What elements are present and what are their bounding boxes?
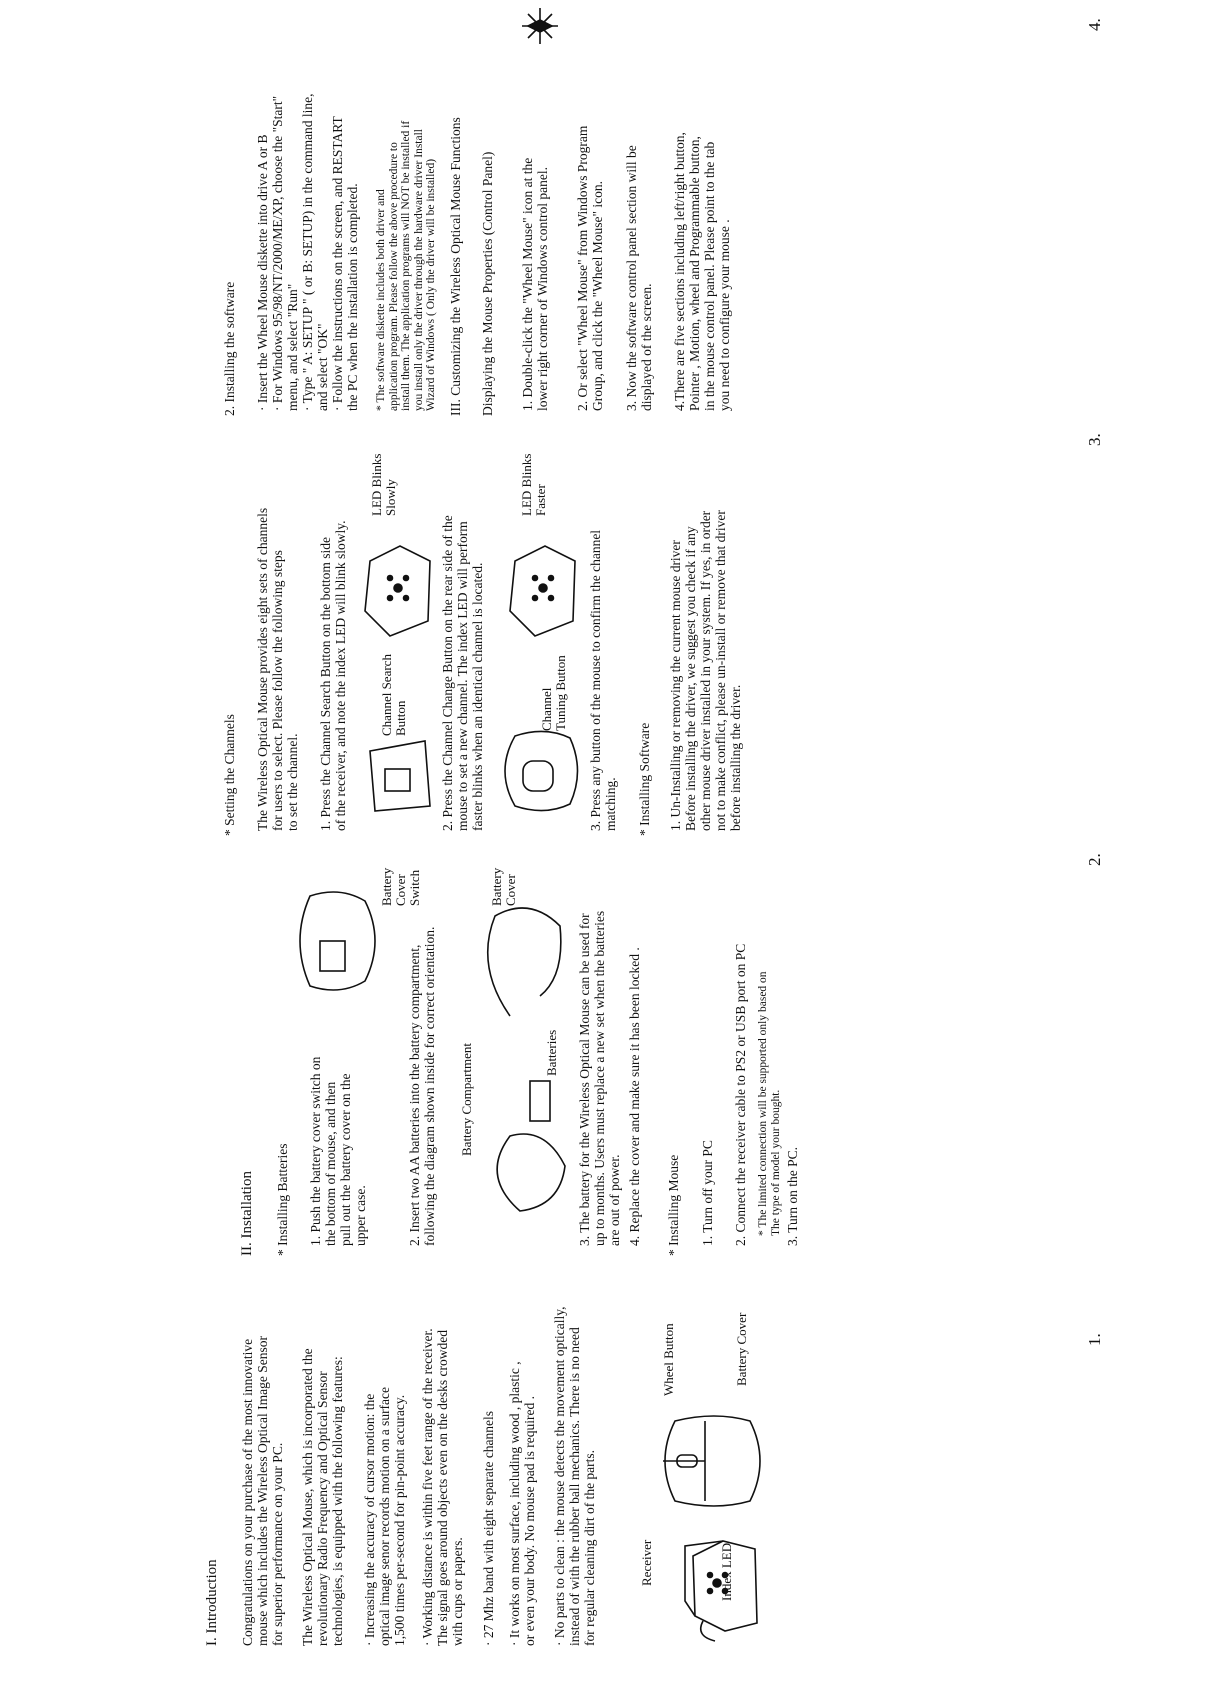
- installing-batteries-subheading: * Installing Batteries: [275, 1143, 290, 1256]
- feature-bullet-5: · No parts to clean : the mouse detects the movement optically, instead of with the rubber ball mechanics. There is no need for regular cleaning dirt of the parts.: [552, 1306, 597, 1646]
- label-battery-cover-switch: Battery Cover Switch: [379, 867, 422, 906]
- channel-step-3: 3. Press any button of the mouse to confirm the channel matching.: [588, 529, 618, 831]
- page-3: [0, 426, 1215, 846]
- label-receiver: Receiver: [639, 1539, 654, 1586]
- installing-mouse-subheading: * Installing Mouse: [666, 1154, 681, 1256]
- setting-channels-intro: The Wireless Optical Mouse provides eight sets of channels for users to select. Please follow the following steps to set the channel.: [255, 507, 300, 831]
- label-battery-cover: Battery Cover: [734, 1312, 749, 1386]
- mouse-step-3: 3. Turn on the PC.: [785, 1146, 800, 1246]
- mouse-bottom-illustration: [290, 886, 380, 996]
- mouse-step-note: * The limited connection will be supported only based on The type of model your bought.: [757, 971, 782, 1236]
- mouse-properties-subheading: Displaying the Mouse Properties (Control Panel): [480, 151, 495, 416]
- label-channel-tuning-button: Channel Tuning Button: [539, 655, 568, 731]
- feature-bullet-1: · Increasing the accuracy of cursor motion: the optical image senor records motion on a surface 1,500 times per-second for pin-point accuracy.: [362, 1386, 407, 1646]
- label-battery-compartment: Battery Compartment: [459, 1042, 474, 1156]
- page-1: [0, 1266, 1215, 1686]
- label-index-led: Index LED: [719, 1542, 734, 1601]
- page-number-1: 1.: [1085, 1333, 1104, 1346]
- channel-step-2: 2. Press the Channel Change Button on the rear side of the mouse to set a new channel. The index LED will perform faster blinks when an identical channel is located.: [440, 515, 485, 831]
- control-panel-step-4: 4.There are five sections including left/right button, Pointer , Motion, wheel and Programmable button, in the mouse control panel. Please point to the tab you need to configure your mouse .: [672, 132, 732, 411]
- battery-step-1: 1. Push the battery cover switch on the bottom of mouse, and then pull out the battery cover on the upper case.: [308, 1056, 368, 1246]
- mouse-step-1: 1. Turn off your PC: [700, 1140, 715, 1246]
- control-panel-step-1: 1. Double-click the "Wheel Mouse" icon at the lower right corner of Windows control panel.: [520, 157, 550, 411]
- battery-step-3: 3. The battery for the Wireless Optical Mouse can be used for up to months. Users must replace a new set when the batteries are out of power.: [577, 910, 622, 1246]
- control-panel-step-3: 3. Now the software control panel section will be displayed of the screen.: [624, 145, 654, 411]
- label-led-blinks-slowly: LED Blinks Slowly: [369, 453, 398, 516]
- intro-paragraph-2: The Wireless Optical Mouse, which is incorporated the revolutionary Radio Frequency and Optical Sensor technologies, is equipped with the following features:: [300, 1348, 345, 1646]
- page-2: [0, 846, 1215, 1266]
- page-number-2: 2.: [1085, 853, 1104, 866]
- software-step-1: 1. Un-Installing or removing the current mouse driver Before installing the driver, we suggest you check if any other mouse driver installed in your system. If yes, in order not to make conflict, please un-install or remove that driver before installing the driver.: [668, 510, 743, 831]
- feature-bullet-3: · 27 Mhz band with eight separate channels: [481, 1410, 496, 1646]
- install-software-steps: · Insert the Wheel Mouse diskette into drive A or B · For Windows 95/98/NT/2000/ME/XP, choose the "Start" menu, and select "Run" · Type " A: SETUP " ( or B: SETUP) in the command line, and select "OK" · Follow the instructions on the screen, and RESTART the PC when the installation is completed.: [255, 93, 360, 411]
- software-diskette-note: * The software diskette includes both driver and application program. Please follow the above procedure to install them. The application programs will NOT be installed if you install only the driver through the hardware driver Install Wizard of Windows ( Only the driver will be installed): [375, 120, 437, 411]
- feature-bullet-4: · It works on most surface, including wood , plastic , or even your body. No mouse pad is required .: [507, 1361, 537, 1646]
- label-batteries: Batteries: [544, 1029, 559, 1076]
- installing-software-heading: 2. Installing the software: [222, 281, 237, 416]
- label-led-blinks-faster: LED Blinks Faster: [519, 453, 548, 516]
- control-panel-step-2: 2. Or select "Wheel Mouse" from Windows Program Group, and click the "Wheel Mouse" icon.: [575, 125, 605, 411]
- page-number-3: 3.: [1085, 433, 1104, 446]
- label-battery-cover-2: Battery Cover: [489, 867, 518, 906]
- battery-step-4: 4. Replace the cover and make sure it has been locked .: [627, 947, 642, 1246]
- installing-software-subheading: * Installing Software: [637, 722, 652, 836]
- mouse-top-illustration: [655, 1391, 775, 1511]
- setting-channels-heading: * Setting the Channels: [222, 714, 237, 836]
- mouse-step-2: 2. Connect the receiver cable to PS2 or USB port on PC: [733, 943, 748, 1246]
- page-4: [0, 0, 1215, 426]
- feature-bullet-2: · Working distance is within five feet range of the receiver. The signal goes around objects even on the desks crowded with cups or papers.: [420, 1328, 465, 1646]
- intro-heading: I. Introduction: [204, 1559, 220, 1646]
- channel-step-1: 1. Press the Channel Search Button on the bottom side of the receiver, and note the index LED will blink slowly.: [318, 520, 348, 831]
- label-wheel-button: Wheel Button: [661, 1323, 676, 1396]
- battery-step-2: 2. Insert two AA batteries into the battery compartment, following the diagram shown inside for correct orientation.: [407, 926, 437, 1246]
- page-number-4: 4.: [1085, 18, 1104, 31]
- intro-paragraph-1: Congratulations on your purchase of the most innovative mouse which includes the Wireless Optical Image Sensor for superior performance on your PC.: [240, 1335, 285, 1646]
- customizing-heading: III. Customizing the Wireless Optical Mouse Functions: [448, 117, 463, 416]
- label-channel-search-button: Channel Search Button: [379, 654, 408, 736]
- installation-heading: II. Installation: [239, 1171, 255, 1256]
